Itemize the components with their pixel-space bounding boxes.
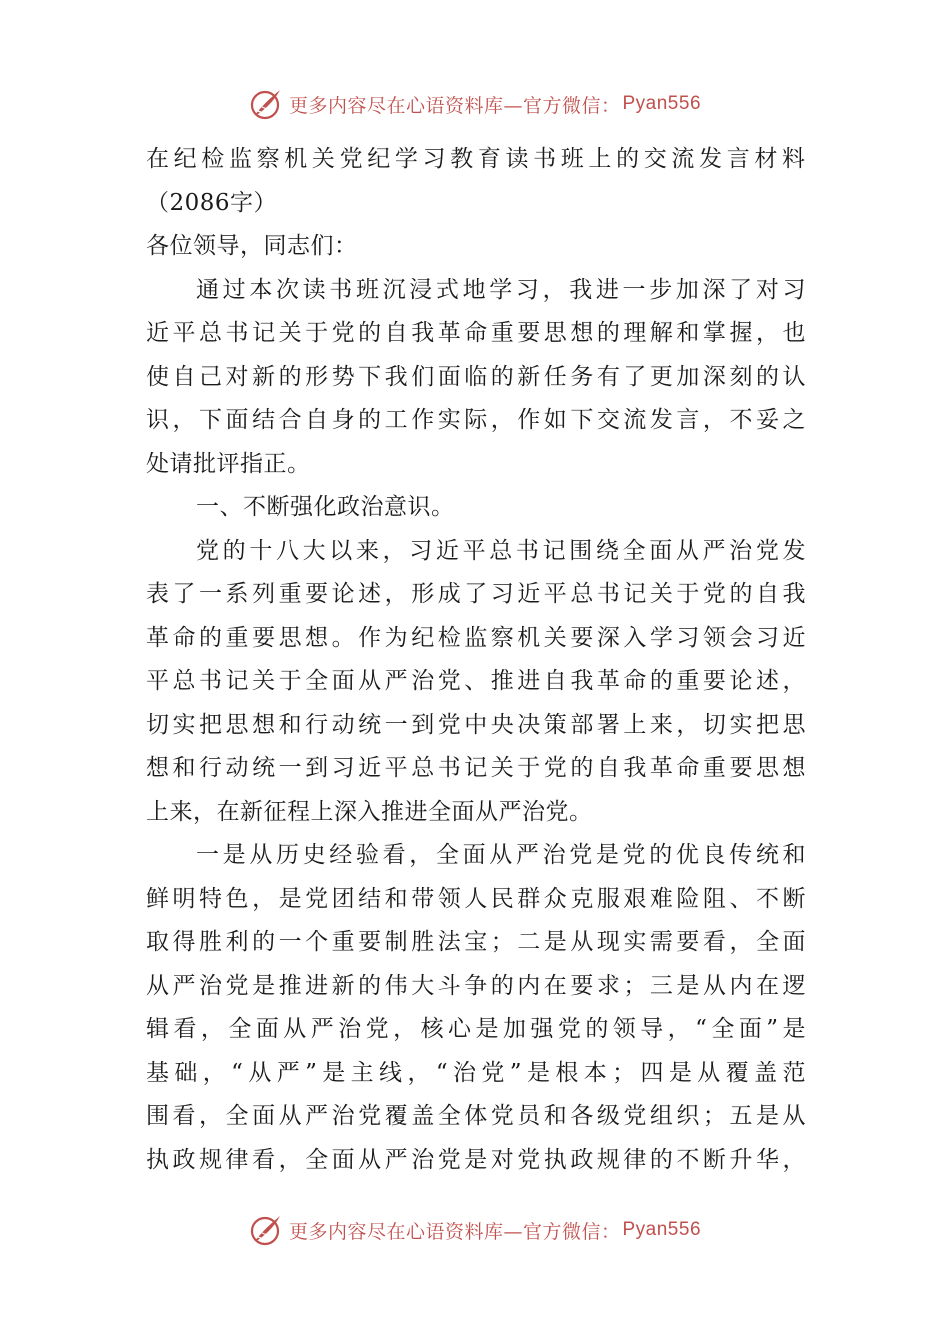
paragraph-line: 近平总书记关于党的自我革命重要思想的理解和掌握，也 [146,320,806,346]
word-count: （2086字） [146,189,278,216]
document-body [146,138,806,1182]
paragraph-line: 表了一系列重要论述，形成了习近平总书记关于党的自我 [146,581,806,607]
paragraph-line: 想和行动统一到习近平总书记关于党的自我革命重要思想 [146,755,806,781]
paragraph-line: 党的十八大以来，习近平总书记围绕全面从严治党发 [196,537,806,564]
paragraph-line: 一是从历史经验看，全面从严治党是党的优良传统和 [196,842,806,868]
footer-banner [0,1210,950,1250]
section-heading: 一、不断强化政治意识。 [196,494,455,520]
paragraph-line: 执政规律看，全面从严治党是对党执政规律的不断升华， [146,1146,806,1173]
document-title: 在纪检监察机关党纪学习教育读书班上的交流发言材料 [146,146,806,172]
paragraph-line: 辑看，全面从严治党，核心是加强党的领导，“全面”是 [146,1016,806,1042]
banner-text: 更多内容尽在心语资料库—官方微信： [288,94,621,117]
paragraph-line: 处请批评指正。 [146,450,311,477]
paragraph-line: 平总书记关于全面从严治党、推进自我革命的重要论述， [146,668,806,694]
banner-wechat-id: Pyan556 [622,1219,702,1240]
paragraph-line: 鲜明特色，是党团结和带领人民群众克服艰难险阻、不断 [146,885,806,912]
quill-logo-icon [249,87,283,121]
banner-wechat-id: Pyan556 [622,93,702,114]
paragraph-line: 围看，全面从严治党覆盖全体党员和各级党组织；五是从 [146,1103,806,1129]
paragraph-line: 识，下面结合自身的工作实际，作如下交流发言，不妥之 [146,407,806,433]
paragraph-line: 从严治党是推进新的伟大斗争的内在要求；三是从内在逻 [146,972,806,999]
quill-logo-icon [249,1213,283,1247]
salutation: 各位领导，同志们： [146,233,358,259]
paragraph-line: 取得胜利的一个重要制胜法宝；二是从现实需要看，全面 [146,929,806,955]
paragraph-line: 革命的重要思想。作为纪检监察机关要深入学习领会习近 [146,624,806,651]
paragraph-line: 使自己对新的形势下我们面临的新任务有了更加深刻的认 [146,363,806,390]
paragraph-line: 通过本次读书班沉浸式地学习，我进一步加深了对习 [196,276,806,303]
header-banner [0,84,950,124]
paragraph-line: 上来，在新征程上深入推进全面从严治党。 [146,798,593,825]
paragraph-line: 基础，“从严”是主线，“治党”是根本；四是从覆盖范 [146,1059,806,1086]
banner-text: 更多内容尽在心语资料库—官方微信： [288,1220,621,1243]
paragraph-line: 切实把思想和行动统一到党中央决策部署上来，切实把思 [146,711,806,738]
